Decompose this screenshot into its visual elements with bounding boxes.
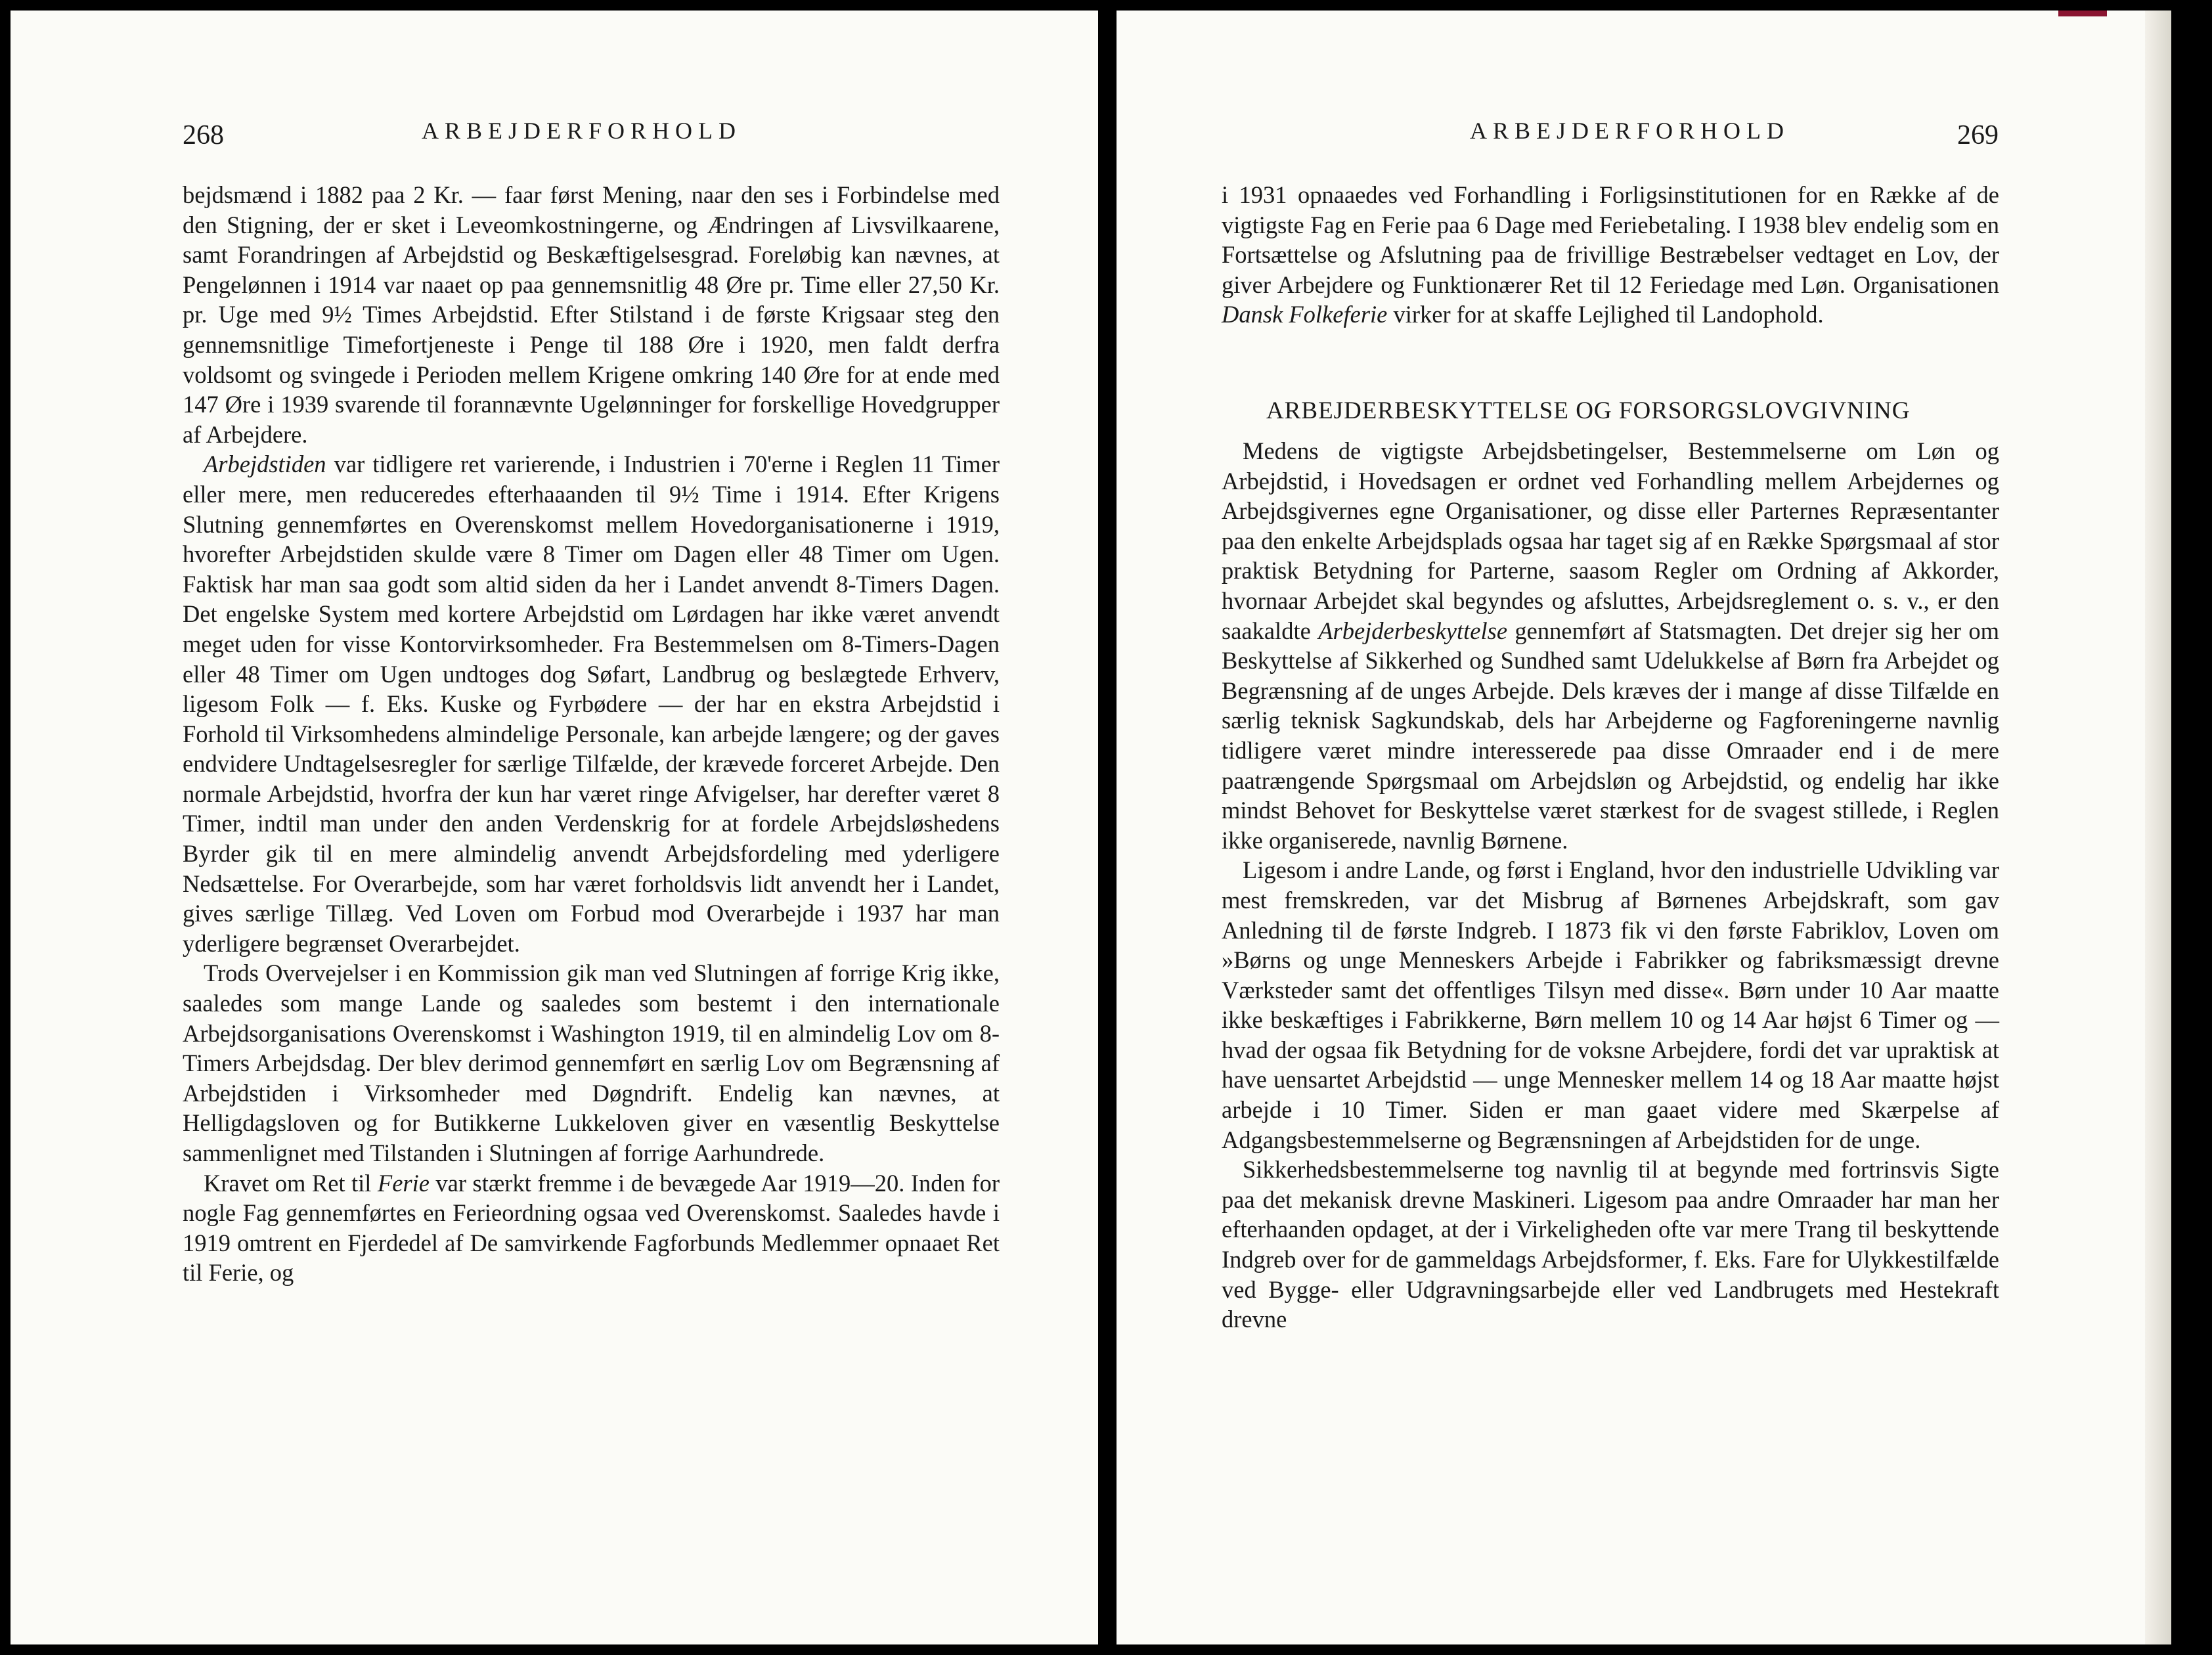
italic-term: Arbejderbeskyttelse <box>1318 617 1508 644</box>
page-number: 269 <box>1957 120 1999 150</box>
paragraph: Ligesom i andre Lande, og først i England, hvor den industrielle Udvikling var mest fremskreden, var det Misbrug af Børnenes Arbejdskraft, som gav Anledning til de første Indgreb. I 1873 fik vi den første Fabriklov, Loven om »Børns og unge Menneskers Arbejde i Fabrikker og fabriksmæssigt drevne Værksteder samt det offentliges Tilsyn med disse«. Børn under 10 Aar maatte ikke beskæftiges i Fabrikkerne, Børn mellem 10 og 14 Aar højst 6 Timer og — hvad der ogsaa fik Betydning for de voksne Arbejdere, fordi det var upraktisk at have uensartet Arbejdstid — unge Mennesker mellem 14 og 18 Aar maatte højst arbejde i 10 Timer. Siden er man gaaet videre med Skærpelse af Adgangsbestemmelserne og Begrænsningen af Arbejdstiden for de unge. <box>1222 856 1999 1153</box>
paragraph: Kravet om Ret til Ferie var stærkt fremme i de bevægede Aar 1919—20. Inden for nogle Fag gennemførtes en Ferieordning ogsaa ved Overenskomst. Saaledes havde i 1919 omtrent en Fjerdedel af De samvirkende Fagforbunds Medlemmer opnaaet Ret til Ferie, og <box>183 1169 1000 1287</box>
body-text-section <box>1222 436 1999 1335</box>
paragraph: i 1931 opnaaedes ved Forhandling i Forligsinstitutionen for en Række af de vigtigste Fag en Ferie paa 6 Dage med Feriebetaling. I 1938 blev endelig som en Fortsættelse og Afslutning paa de frivillige Bestræbelser vedtaget en Lov, der giver Arbejdere og Funktionærer Ret til 12 Feriedage med Løn. Organisationen Dansk Folkeferie virker for at skaffe Lejlighed til Landophold. <box>1222 181 1999 328</box>
section-title: ARBEJDERBESKYTTELSE OG FORSORGSLOVGIVNING <box>1266 397 1911 424</box>
page-number: 268 <box>183 120 224 150</box>
paragraph: Medens de vigtigste Arbejdsbetingelser, Bestemmelserne om Løn og Arbejdstid, i Hovedsagen er ordnet ved Forhandling mellem Arbejdernes og Arbejdsgivernes egne Organisationer, og disse eller Parternes Repræsentanter paa den enkelte Arbejdsplads ogsaa har taget sig af en Række Spørgsmaal af stor praktisk Betydning for Parterne, saasom Regler om Ordning af Akkorder, hvornaar Arbejdet skal begyndes og afsluttes, Arbejdsreglement o. s. v., er den saakaldte Arbejderbeskyttelse gennemført af Statsmagten. Det drejer sig her om Beskyttelse af Sikkerhed og Sundhed samt Udelukkelse af Børn fra Arbejdet og Begrænsning af de unges Arbejde. Dels kræves der i mange af disse Tilfælde en særlig teknisk Sagkundskab, dels har Arbejderne og Fagforeningerne navnlig tidligere været mindre interesserede paa disse Omraader end i de mere paatrængende Spørgsmaal om Arbejdsløn og Arbejdstid, og endelig har ikke mindst Behovet for Beskyttelse været stærkest for de svagest stillede, i Reglen ikke organiserede, navnlig Børnene. <box>1222 437 1999 854</box>
paragraph: bejdsmænd i 1882 paa 2 Kr. — faar først Mening, naar den ses i Forbindelse med den Stigning, der er sket i Leveomkostningerne, og Ændringen af Livsvilkaarene, samt Forandringen af Arbejdstid og Beskæftigelsesgrad. Foreløbig kan nævnes, at Pengelønnen i 1914 var naaet op paa gennemsnitlig 48 Øre pr. Time eller 27,50 Kr. pr. Uge med 9½ Times Arbejdstid. Efter Stilstand i de første Krigsaar steg den gennemsnitlige Timefortjeneste i Penge til 188 Øre i 1920, men faldt derfra voldsomt og svingede i Perioden mellem Krigene omkring 140 Øre for at ende med 147 Øre i 1939 svarende til forannævnte Ugelønninger for forskellige Hovedgrupper af Arbejdere. <box>183 181 1000 448</box>
running-head: ARBEJDERFORHOLD <box>1470 118 1790 144</box>
paragraph: Arbejdstiden var tidligere ret varierende, i Industrien i 70'erne i Reglen 11 Timer eller mere, men reduceredes efterhaaanden til 9½ Time i 1914. Efter Krigens Slutning gennemførtes en Overenskomst mellem Hovedorganisationerne i 1919, hvorefter Arbejdstiden skulde være 8 Timer om Dagen eller 48 Timer om Ugen. Faktisk har man saa godt som altid siden da her i Landet anvendt 8-Timers Dagen. Det engelske System med kortere Arbejdstid om Lørdagen har ikke været anvendt meget uden for visse Kontorvirksomheder. Fra Bestemmelsen om 8-Timers-Dagen eller 48 Timer om Ugen undtoges dog Søfart, Landbrug og beslægtede Erhverv, ligesom Folk — f. Eks. Kuske og Fyrbødere — der har en ekstra Arbejdstid i Forhold til Virksomhedens almindelige Personale, kan arbejde længere; og der gaves endvidere Undtagelsesregler for særlige Tilfælde, der krævede forceret Arbejde. Den normale Arbejdstid, hvorfra der kun har været ringe Afvigelser, har derefter været 8 Timer, indtil man under den anden Verdenskrig for at fordele Arbejdsløshedens Byrder gik til en mere almindelig anvendt Arbejdsfordeling med yderligere Nedsættelse. For Overarbejde, som har været forholdsvis lidt anvendt her i Landet, gives særlige Tillæg. Ved Loven om Forbud mod Overarbejde i 1937 har man yderligere begrænset Overarbejdet. <box>183 451 1000 957</box>
italic-term: Arbejdstiden <box>204 451 326 478</box>
right-page <box>1117 11 2171 1644</box>
italic-term: Ferie <box>377 1169 430 1197</box>
italic-term: Dansk Folkeferie <box>1222 301 1388 328</box>
paragraph: Trods Overvejelser i en Kommission gik man ved Slutningen af forrige Krig ikke, saaledes som mange Lande og saaledes som bestemt i den internationale Arbejdsorganisations Overenskomst i Washington 1919, til en almindelig Lov om 8-Timers Arbejdsdag. Der blev derimod gennemført en særlig Lov om Begrænsning af Arbejdstiden i Virksomheder med Døgndrift. Endelig kan nævnes, at Helligdagsloven og for Butikkerne Lukkeloven giver en væsentlig Beskyttelse sammenlignet med Tilstanden i Slutningen af forrige Aarhundrede. <box>183 960 1000 1166</box>
left-page <box>11 11 1098 1644</box>
running-head: ARBEJDERFORHOLD <box>422 118 742 144</box>
body-text-top <box>1222 180 1999 330</box>
paragraph: Sikkerhedsbestemmelserne tog navnlig til at begynde med fortrinsvis Sigte paa det mekanisk drevne Maskineri. Ligesom paa andre Omraader har man her efterhaanden opdaget, at der i Virkeligheden ofte var mere Trang til beskyttende Indgreb over for de gammeldags Arbejdsformer, f. Eks. Fare for Ulykkestilfælde ved Bygge- eller Udgravningsarbejde eller ved Landbrugets med Hestekraft drevne <box>1222 1156 1999 1333</box>
page-edge <box>2145 11 2171 1644</box>
edge-mark <box>2058 11 2107 16</box>
body-text <box>183 180 1000 1288</box>
